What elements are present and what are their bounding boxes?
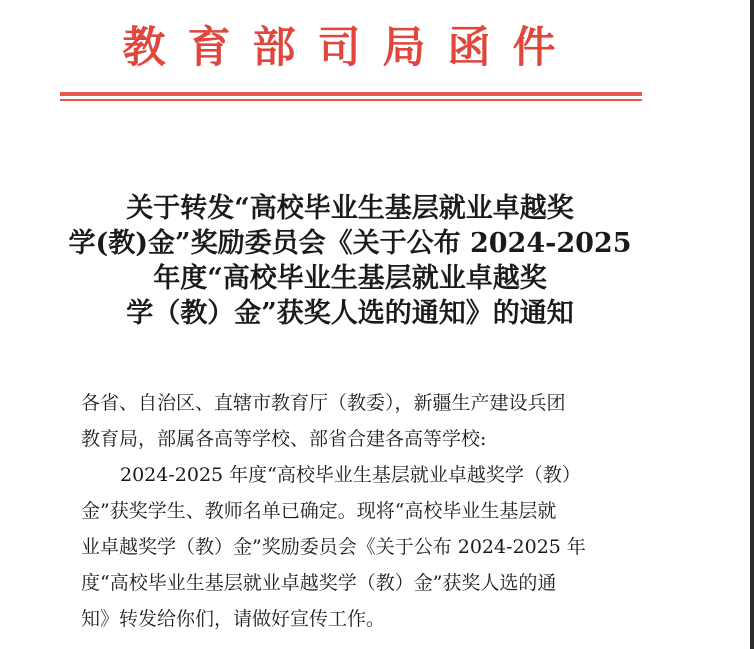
body-line-1: 各省、自治区、直辖市教育厅（教委），新疆生产建设兵团 (81, 392, 566, 414)
body-line-2: 教育局，部属各高等学校、部省合建各高等学校: (81, 428, 487, 450)
title-line-4: 学（教）金”获奖人选的通知》的通知 (126, 298, 574, 329)
body-line-6: 度“高校毕业生基层就业卓越奖学（教）金”获奖人选的通 (81, 572, 557, 594)
body-line-5: 业卓越奖学（教）金”奖励委员会《关于公布 2024-2025 年 (81, 536, 586, 558)
document-title (0, 191, 700, 331)
page-edge (750, 0, 754, 649)
title-line-1: 关于转发“高校毕业生基层就业卓越奖 (126, 193, 574, 224)
body-line-7: 知》转发给你们，请做好宣传工作。 (81, 608, 386, 630)
letterhead-rule-thick (60, 92, 642, 96)
letterhead-rule-thin (60, 99, 642, 101)
document-body (81, 385, 661, 637)
body-line-4: 金”获奖学生、教师名单已确定。现将“高校毕业生基层就 (81, 500, 557, 522)
title-line-2: 学(教)金”奖励委员会《关于公布 2024-2025 (68, 228, 632, 259)
body-line-3: 2024-2025 年度“高校毕业生基层就业卓越奖学（教） (120, 464, 581, 486)
title-line-3: 年度“高校毕业生基层就业卓越奖 (153, 263, 547, 294)
letterhead-title: 教育部司局函件 (122, 23, 578, 73)
